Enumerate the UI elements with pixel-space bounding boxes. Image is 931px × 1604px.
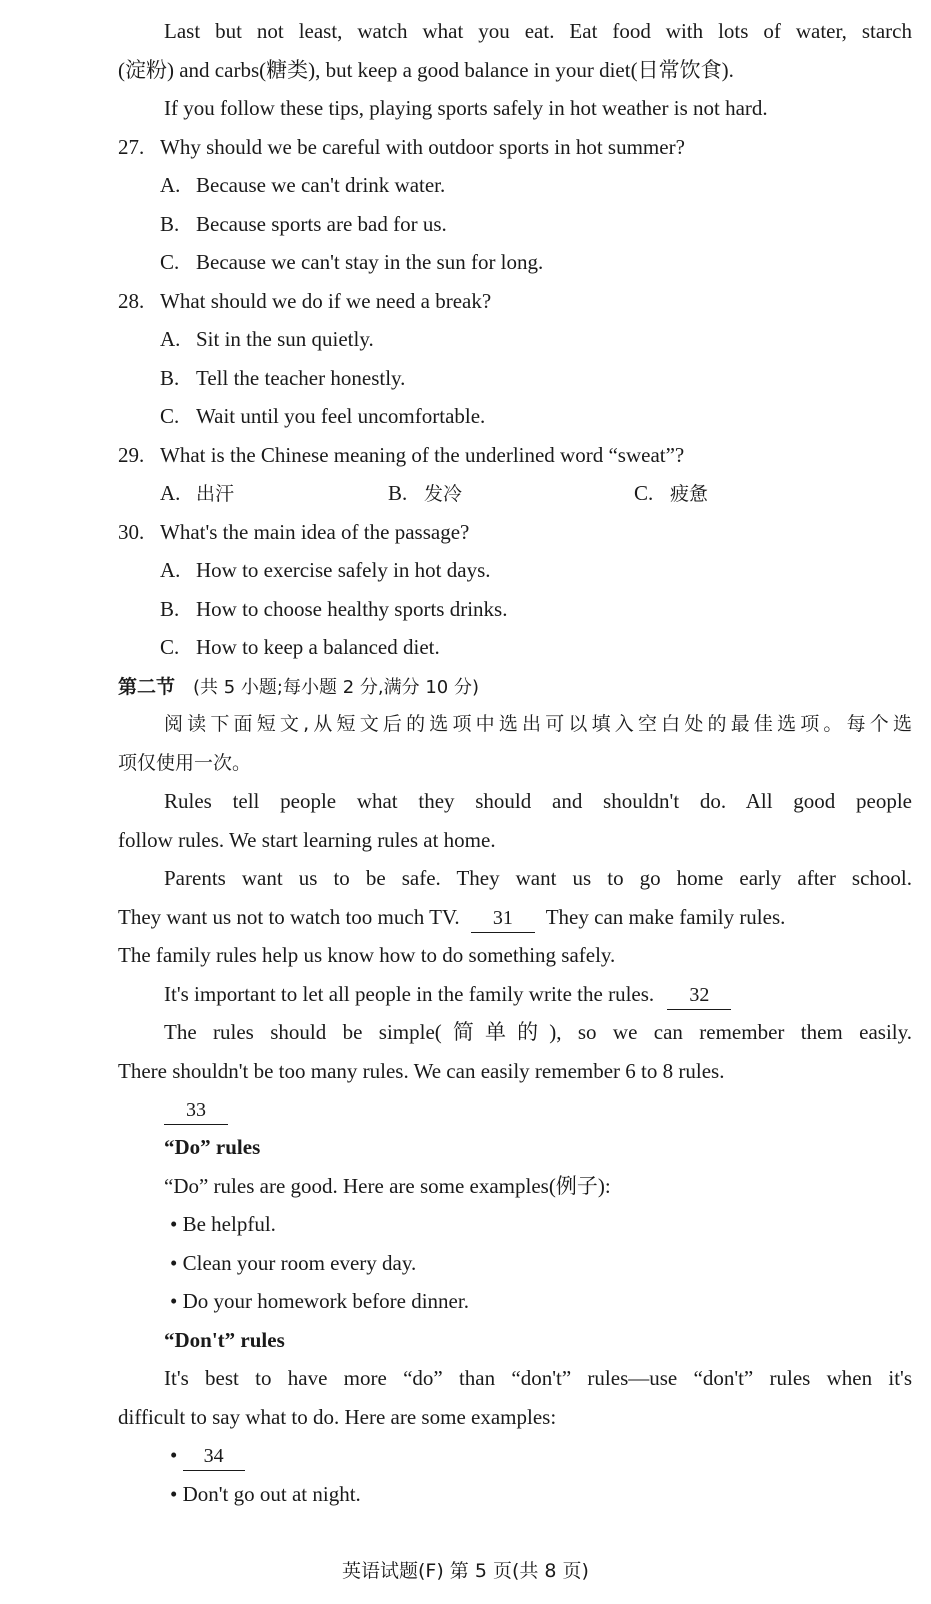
option-29-b [388,474,634,513]
blank-31: 31 [471,906,535,933]
option-30-c [0,628,931,666]
option-label: A. [160,558,181,582]
option-text: Sit in the sun quietly. [196,327,374,351]
option-text: 疲惫 [670,483,709,505]
passage-line: The family rules help us know how to do something safely. [118,943,616,967]
bullet: • [170,1212,178,1236]
option-text: How to choose healthy sports drinks. [196,597,508,621]
option-label: B. [160,597,180,621]
dont-rules-heading: “Don't” rules [164,1328,285,1352]
option-text: How to exercise safely in hot days. [196,558,491,582]
do-rules-heading: “Do” rules [164,1135,261,1159]
passage-line: Rules tell people what they should and shouldn't do. All good people [164,789,912,813]
bullet: • [170,1443,178,1467]
blank-34: 34 [183,1444,245,1471]
bullet: • [170,1251,178,1275]
option-label: C. [160,635,180,659]
list-item-text: Don't go out at night. [182,1482,361,1506]
option-text: Because we can't stay in the sun for long. [196,250,544,274]
blank-32: 32 [667,983,731,1010]
question-number: 28. [118,289,145,313]
list-item-blank-34 [0,1436,931,1474]
option-27-b [0,205,931,243]
option-28-c [0,397,931,435]
question-28 [0,282,931,320]
passage-line-blank-32 [0,975,931,1013]
option-label: A. [160,327,181,351]
passage-line: It's best to have more “do” than “don't” rules—use “don't” rules when it's [164,1366,912,1390]
question-29 [0,436,931,474]
passage-line: Parents want us to be safe. They want us to go home early after school. [164,866,912,890]
option-text: Because sports are bad for us. [196,212,447,236]
do-rules-intro: “Do” rules are good. Here are some examples(例子): [164,1174,611,1198]
section-header [0,667,931,705]
option-27-c [0,243,931,281]
question-number: 30. [118,520,145,544]
question-stem: What should we do if we need a break? [160,289,492,313]
list-item [0,1475,931,1513]
option-label: B. [160,366,180,390]
passage-line: (淀粉) and carbs(糖类), but keep a good balance in your diet(日常饮食). [118,58,734,82]
list-item-text: Clean your room every day. [182,1251,417,1275]
option-30-a [0,551,931,589]
option-label: C. [160,250,180,274]
passage-line-blank-33 [0,1090,931,1128]
section-title: 第二节 [118,676,176,698]
section-note: (共 5 小题;每小题 2 分,满分 10 分) [193,677,479,698]
question-stem: Why should we be careful with outdoor sports in hot summer? [160,135,685,159]
question-stem: What is the Chinese meaning of the underlined word “sweat”? [160,443,685,467]
list-item [0,1205,931,1243]
option-text: How to keep a balanced diet. [196,635,440,659]
passage-line: There shouldn't be too many rules. We can easily remember 6 to 8 rules. [118,1059,725,1083]
question-number: 27. [118,135,145,159]
blank-33: 33 [164,1098,228,1125]
option-27-a [0,166,931,204]
option-29-c [634,474,708,513]
option-label: B. [388,481,408,505]
question-27 [0,128,931,166]
question-30 [0,513,931,551]
passage-line: difficult to say what to do. Here are some examples: [118,1405,557,1429]
question-number: 29. [118,443,145,467]
passage-text: They can make family rules. [545,905,786,929]
passage-line: The rules should be simple(简单的), so we can remember them easily. [164,1020,912,1044]
option-label: C. [160,404,180,428]
options-29 [0,474,931,512]
passage-line: follow rules. We start learning rules at home. [118,828,496,852]
list-item [0,1282,931,1320]
option-text: 发冷 [424,483,463,505]
option-30-b [0,590,931,628]
passage-line: Last but not least, watch what you eat. Eat food with lots of water, starch [164,19,912,43]
option-label: B. [160,212,180,236]
passage-line: If you follow these tips, playing sports safely in hot weather is not hard. [164,96,768,120]
list-item [0,1244,931,1282]
option-28-a [0,320,931,358]
passage-text: It's important to let all people in the family write the rules. [164,982,655,1006]
bullet: • [170,1482,178,1506]
page-footer: 英语试题(F) 第 5 页(共 8 页) [342,1560,589,1582]
option-label: A. [160,173,181,197]
bullet: • [170,1289,178,1313]
option-text: Because we can't drink water. [196,173,446,197]
option-29-a [160,474,388,513]
passage-text: They want us not to watch too much TV. [118,905,460,929]
option-28-b [0,359,931,397]
list-item-text: Do your homework before dinner. [182,1289,469,1313]
option-label: C. [634,481,654,505]
question-stem: What's the main idea of the passage? [160,520,470,544]
option-text: 出汗 [196,483,235,505]
option-text: Wait until you feel uncomfortable. [196,404,486,428]
instruction-line: 项仅使用一次。 [118,752,252,774]
option-label: A. [160,481,181,505]
list-item-text: Be helpful. [182,1212,276,1236]
instruction-line: 阅读下面短文,从短文后的选项中选出可以填入空白处的最佳选项。每个选 [164,713,912,735]
passage-line-blank-31 [0,898,931,936]
option-text: Tell the teacher honestly. [196,366,406,390]
